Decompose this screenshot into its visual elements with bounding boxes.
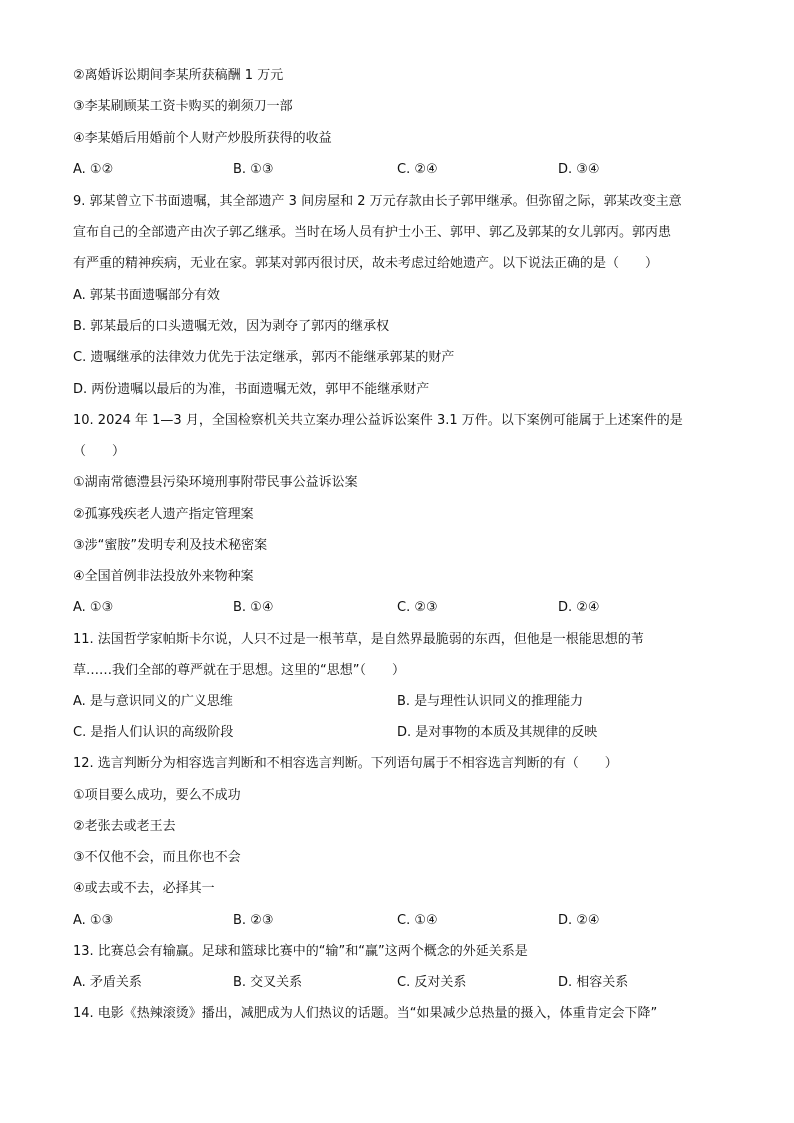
q10-item-4: ④全国首例非法投放外来物种案: [73, 569, 254, 584]
q9-option-a: A. 郭某书面遗嘱部分有效: [73, 288, 220, 303]
q8-item-3: ③李某刷顾某工资卡购买的剃须刀一部: [73, 99, 293, 114]
q11-option-d: D. 是对事物的本质及其规律的反映: [397, 725, 598, 740]
q12-option-b: B. ②③: [233, 913, 274, 928]
q11-stem-line-2: 草……我们全部的尊严就在于思想。这里的“思想”（ ）: [73, 663, 405, 678]
q8-item-4: ④李某婚后用婚前个人财产炒股所获得的收益: [73, 131, 332, 146]
q12-option-a: A. ①③: [73, 913, 114, 928]
q13-option-c: C. 反对关系: [397, 975, 467, 990]
q9-option-b: B. 郭某最后的口头遗嘱无效，因为剥夺了郭丙的继承权: [73, 319, 390, 334]
q13-option-b: B. 交叉关系: [233, 975, 303, 990]
q11-option-a: A. 是与意识同义的广义思维: [73, 694, 233, 709]
q11-option-b: B. 是与理性认识同义的推理能力: [397, 694, 584, 709]
q8-option-c: C. ②④: [397, 162, 438, 177]
q12-item-1: ①项目要么成功，要么不成功: [73, 788, 241, 803]
q8-option-b: B. ①③: [233, 162, 274, 177]
q12-stem-line-1: 12. 选言判断分为相容选言判断和不相容选言判断。下列语句属于不相容选言判断的有（ ）: [73, 756, 618, 771]
q10-item-3: ③涉“蜜胺”发明专利及技术秘密案: [73, 538, 268, 553]
q10-stem-line-2: （ ）: [73, 444, 126, 459]
q12-option-c: C. ①④: [397, 913, 438, 928]
q13-option-d: D. 相容关系: [558, 975, 629, 990]
q13-option-a: A. 矛盾关系: [73, 975, 142, 990]
q13-stem-line-1: 13. 比赛总会有输赢。足球和篮球比赛中的“输”和“赢”这两个概念的外延关系是: [73, 944, 528, 959]
q9-option-c: C. 遗嘱继承的法律效力优先于法定继承，郭丙不能继承郭某的财产: [73, 350, 455, 365]
q10-stem-line-1: 10. 2024 年 1—3 月，全国检察机关共立案办理公益诉讼案件 3.1 万件。以下案例可能属于上述案件的是: [73, 413, 683, 428]
q8-option-d: D. ③④: [558, 162, 600, 177]
q10-option-b: B. ①④: [233, 600, 274, 615]
q9-stem-line-1: 9. 郭某曾立下书面遗嘱，其全部遗产 3 间房屋和 2 万元存款由长子郭甲继承。但弥留之际，郭某改变主意: [73, 194, 682, 209]
q8-item-2: ②离婚诉讼期间李某所获稿酬 1 万元: [73, 68, 284, 83]
q10-option-c: C. ②③: [397, 600, 438, 615]
q10-item-2: ②孤寡残疾老人遗产指定管理案: [73, 507, 254, 522]
q11-stem-line-1: 11. 法国哲学家帕斯卡尔说，人只不过是一根苇草，是自然界最脆弱的东西，但他是一根能思想的苇: [73, 632, 644, 647]
q12-item-2: ②老张去或老王去: [73, 819, 176, 834]
q14-stem-line-1: 14. 电影《热辣滚烫》播出，减肥成为人们热议的话题。当“如果减少总热量的摄入，体重肯定会下降”: [73, 1006, 658, 1021]
q9-stem-line-2: 宣布自己的全部遗产由次子郭乙继承。当时在场人员有护士小王、郭甲、郭乙及郭某的女儿郭丙。郭丙患: [73, 225, 672, 240]
q12-option-d: D. ②④: [558, 913, 600, 928]
q9-stem-line-3: 有严重的精神疾病，无业在家。郭某对郭丙很讨厌，故未考虑过给她遗产。以下说法正确的是（ ）: [73, 256, 659, 271]
q8-option-a: A. ①②: [73, 162, 114, 177]
q9-option-d: D. 两份遗嘱以最后的为准，书面遗嘱无效，郭甲不能继承财产: [73, 382, 430, 397]
q10-option-a: A. ①③: [73, 600, 114, 615]
q10-option-d: D. ②④: [558, 600, 600, 615]
q12-item-3: ③不仅他不会，而且你也不会: [73, 850, 241, 865]
q12-item-4: ④或去或不去，必择其一: [73, 881, 215, 896]
q10-item-1: ①湖南常德澧县污染环境刑事附带民事公益诉讼案: [73, 475, 358, 490]
q11-option-c: C. 是指人们认识的高级阶段: [73, 725, 234, 740]
